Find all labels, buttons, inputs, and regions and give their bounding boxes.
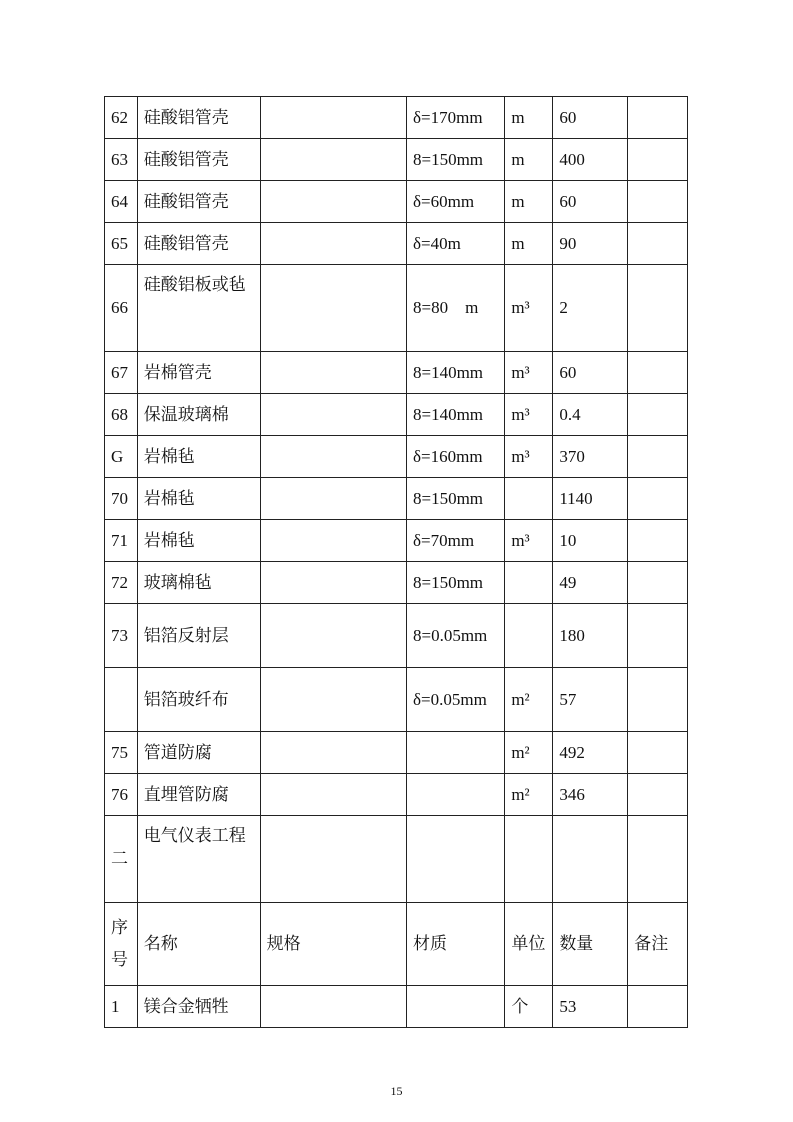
table-row — [105, 478, 688, 520]
cell-unit: m — [505, 181, 553, 223]
cell-unit: m² — [505, 732, 553, 774]
cell-qty: 400 — [553, 139, 628, 181]
cell-no: 序号 — [105, 903, 138, 986]
cell-name: 玻璃棉毡 — [137, 562, 260, 604]
cell-spec — [260, 181, 406, 223]
cell-qty: 2 — [553, 265, 628, 352]
cell-note — [628, 436, 688, 478]
cell-no: 65 — [105, 223, 138, 265]
cell-no: 64 — [105, 181, 138, 223]
cell-spec — [260, 97, 406, 139]
cell-note — [628, 181, 688, 223]
cell-qty: 49 — [553, 562, 628, 604]
cell-qty: 492 — [553, 732, 628, 774]
materials-table — [104, 96, 688, 1028]
cell-spec — [260, 394, 406, 436]
cell-no: 62 — [105, 97, 138, 139]
cell-name: 铝箔反射层 — [137, 604, 260, 668]
cell-material: 材质 — [407, 903, 505, 986]
cell-no: 73 — [105, 604, 138, 668]
cell-spec — [260, 265, 406, 352]
cell-qty — [553, 816, 628, 903]
table-row — [105, 436, 688, 478]
cell-spec — [260, 562, 406, 604]
cell-unit: m² — [505, 668, 553, 732]
cell-qty: 370 — [553, 436, 628, 478]
cell-name: 硅酸铝管壳 — [137, 139, 260, 181]
cell-material — [407, 732, 505, 774]
cell-unit: m³ — [505, 352, 553, 394]
cell-no: 二 — [105, 816, 138, 903]
cell-note — [628, 604, 688, 668]
cell-unit: m³ — [505, 520, 553, 562]
cell-spec — [260, 352, 406, 394]
cell-spec — [260, 520, 406, 562]
cell-note — [628, 562, 688, 604]
cell-note — [628, 520, 688, 562]
cell-material: 8=150mm — [407, 139, 505, 181]
cell-qty: 数量 — [553, 903, 628, 986]
cell-material: δ=0.05mm — [407, 668, 505, 732]
cell-no: G — [105, 436, 138, 478]
cell-name: 镁合金牺牲 — [137, 986, 260, 1028]
cell-note — [628, 97, 688, 139]
cell-unit — [505, 562, 553, 604]
cell-spec — [260, 732, 406, 774]
cell-material: 8=150mm — [407, 562, 505, 604]
table-row — [105, 139, 688, 181]
cell-spec: 规格 — [260, 903, 406, 986]
table-row — [105, 520, 688, 562]
cell-name: 硅酸铝管壳 — [137, 223, 260, 265]
cell-note — [628, 394, 688, 436]
cell-name: 保温玻璃棉 — [137, 394, 260, 436]
cell-note — [628, 732, 688, 774]
cell-unit: m³ — [505, 436, 553, 478]
table-row — [105, 986, 688, 1028]
cell-spec — [260, 604, 406, 668]
cell-note — [628, 478, 688, 520]
cell-unit: 个 — [505, 986, 553, 1028]
cell-name: 名称 — [137, 903, 260, 986]
cell-name: 岩棉管壳 — [137, 352, 260, 394]
cell-unit — [505, 478, 553, 520]
cell-no: 1 — [105, 986, 138, 1028]
cell-name: 硅酸铝管壳 — [137, 97, 260, 139]
cell-note — [628, 986, 688, 1028]
cell-unit — [505, 604, 553, 668]
cell-material: δ=160mm — [407, 436, 505, 478]
cell-spec — [260, 478, 406, 520]
cell-unit: 单位 — [505, 903, 553, 986]
cell-spec — [260, 774, 406, 816]
cell-name: 硅酸铝管壳 — [137, 181, 260, 223]
cell-no: 76 — [105, 774, 138, 816]
page-number: 15 — [390, 1084, 403, 1098]
header-row — [105, 903, 688, 986]
cell-note — [628, 668, 688, 732]
cell-note — [628, 774, 688, 816]
cell-qty: 0.4 — [553, 394, 628, 436]
table-row — [105, 732, 688, 774]
cell-name: 管道防腐 — [137, 732, 260, 774]
cell-note: 备注 — [628, 903, 688, 986]
cell-note — [628, 352, 688, 394]
cell-material: δ=60mm — [407, 181, 505, 223]
cell-material — [407, 774, 505, 816]
table-row — [105, 394, 688, 436]
cell-no: 67 — [105, 352, 138, 394]
cell-qty: 57 — [553, 668, 628, 732]
cell-no: 66 — [105, 265, 138, 352]
cell-no: 72 — [105, 562, 138, 604]
table-row — [105, 181, 688, 223]
cell-qty: 1140 — [553, 478, 628, 520]
cell-material: 8=150mm — [407, 478, 505, 520]
cell-unit: m — [505, 139, 553, 181]
cell-unit: m² — [505, 774, 553, 816]
section-row — [105, 816, 688, 903]
table-row — [105, 352, 688, 394]
cell-no: 71 — [105, 520, 138, 562]
cell-qty: 10 — [553, 520, 628, 562]
cell-material: 8=140mm — [407, 352, 505, 394]
cell-note — [628, 139, 688, 181]
cell-unit: m — [505, 97, 553, 139]
cell-material: δ=70mm — [407, 520, 505, 562]
cell-material: δ=170mm — [407, 97, 505, 139]
table-row — [105, 774, 688, 816]
cell-qty: 60 — [553, 352, 628, 394]
cell-unit: m³ — [505, 265, 553, 352]
cell-unit: m³ — [505, 394, 553, 436]
cell-material: 8=80 m — [407, 265, 505, 352]
cell-name: 岩棉毡 — [137, 520, 260, 562]
cell-material — [407, 986, 505, 1028]
cell-no: 70 — [105, 478, 138, 520]
cell-no: 63 — [105, 139, 138, 181]
cell-spec — [260, 436, 406, 478]
cell-name: 岩棉毡 — [137, 478, 260, 520]
cell-qty: 346 — [553, 774, 628, 816]
cell-material: 8=0.05mm — [407, 604, 505, 668]
cell-name: 直埋管防腐 — [137, 774, 260, 816]
cell-unit — [505, 816, 553, 903]
cell-material: δ=40m — [407, 223, 505, 265]
cell-spec — [260, 816, 406, 903]
cell-qty: 180 — [553, 604, 628, 668]
table-row — [105, 562, 688, 604]
cell-qty: 90 — [553, 223, 628, 265]
cell-name: 硅酸铝板或毡 — [137, 265, 260, 352]
table-row — [105, 97, 688, 139]
cell-spec — [260, 986, 406, 1028]
cell-no: 68 — [105, 394, 138, 436]
cell-name: 电气仪表工程 — [137, 816, 260, 903]
cell-material — [407, 816, 505, 903]
cell-note — [628, 265, 688, 352]
table-row — [105, 668, 688, 732]
cell-spec — [260, 139, 406, 181]
cell-note — [628, 816, 688, 903]
cell-qty: 60 — [553, 97, 628, 139]
cell-material: 8=140mm — [407, 394, 505, 436]
cell-spec — [260, 223, 406, 265]
cell-no: 75 — [105, 732, 138, 774]
cell-no — [105, 668, 138, 732]
cell-qty: 60 — [553, 181, 628, 223]
cell-unit: m — [505, 223, 553, 265]
cell-spec — [260, 668, 406, 732]
table-row — [105, 223, 688, 265]
cell-qty: 53 — [553, 986, 628, 1028]
materials-table-body — [105, 97, 688, 1028]
cell-name: 岩棉毡 — [137, 436, 260, 478]
cell-name: 铝箔玻纤布 — [137, 668, 260, 732]
cell-note — [628, 223, 688, 265]
table-row — [105, 604, 688, 668]
table-row — [105, 265, 688, 352]
